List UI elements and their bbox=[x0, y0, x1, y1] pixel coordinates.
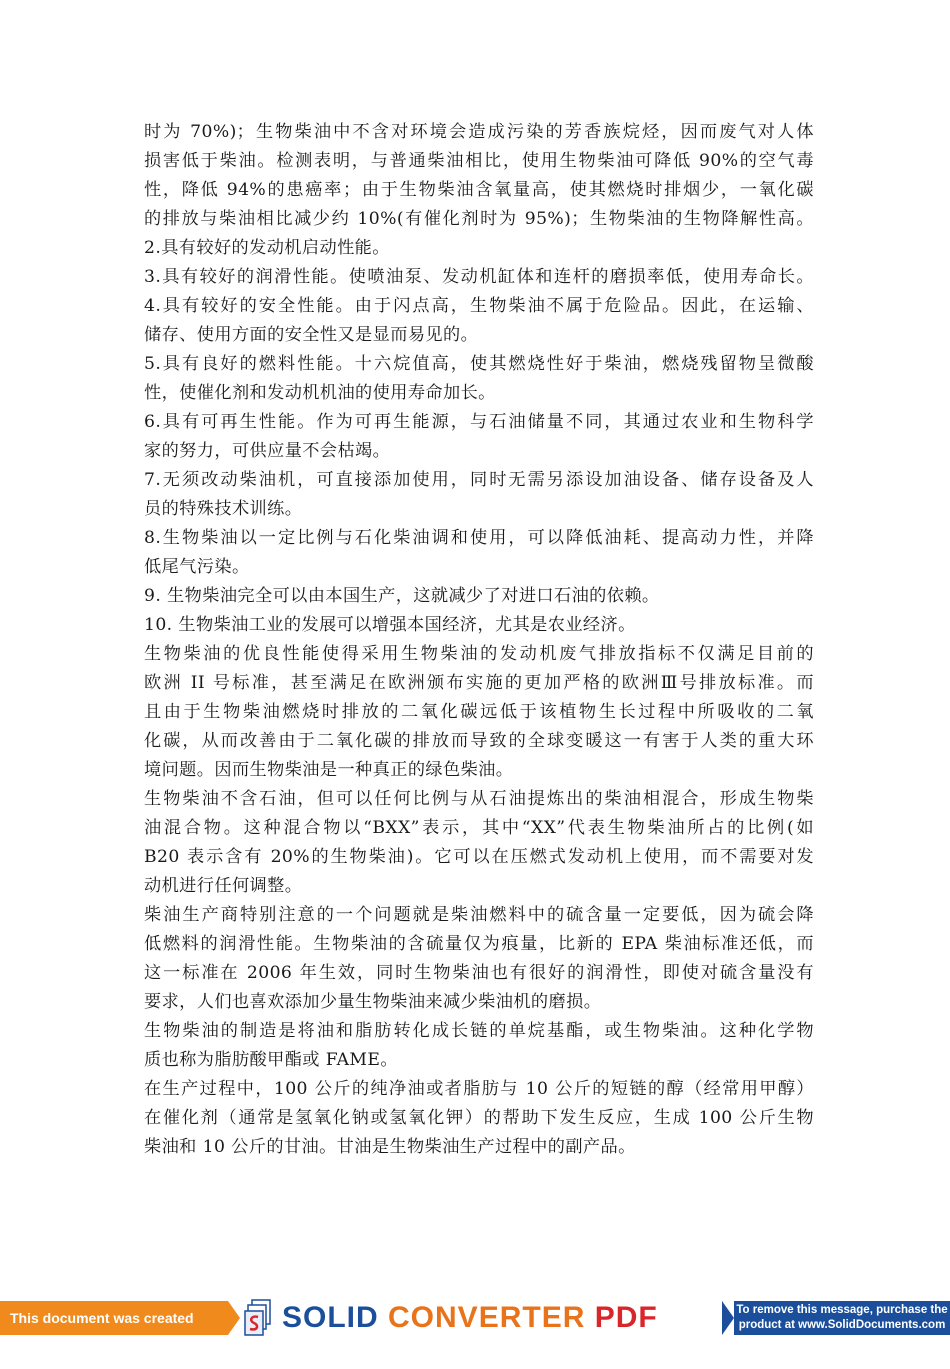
text-line: 动机进行任何调整。 bbox=[144, 876, 303, 896]
text-line: 4.具有较好的安全性能。由于闪点高，生物柴油不属于危险品。因此，在运输、 bbox=[144, 296, 814, 316]
text-line: 欧洲 II 号标准，甚至满足在欧洲颁布实施的更加严格的欧洲Ⅲ号排放标准。而 bbox=[144, 673, 814, 693]
brand-converter: CONVERTER bbox=[388, 1301, 595, 1334]
text-line: 境问题。因而生物柴油是一种真正的绿色柴油。 bbox=[144, 760, 514, 780]
purchase-notice-line-1: To remove this message, purchase the bbox=[736, 1304, 948, 1316]
text-line: 低尾气污染。 bbox=[144, 557, 250, 577]
solid-documents-logo-icon bbox=[244, 1298, 274, 1336]
text-line: 要求，人们也喜欢添加少量生物柴油来减少柴油机的磨损。 bbox=[144, 992, 602, 1012]
text-line: 生物柴油不含石油，但可以任何比例与从石油提炼出的柴油相混合，形成生物柴 bbox=[144, 789, 814, 809]
text-line: 生物柴油的优良性能使得采用生物柴油的发动机废气排放指标不仅满足目前的 bbox=[144, 644, 814, 664]
text-line: 油混合物。这种混合物以“BXX”表示，其中“XX”代表生物柴油所占的比例(如 bbox=[144, 818, 814, 838]
text-line: 低燃料的润滑性能。生物柴油的含硫量仅为痕量，比新的 EPA 柴油标准还低，而 bbox=[144, 934, 814, 954]
document-body bbox=[144, 118, 814, 1162]
text-line: 质也称为脂肪酸甲酯或 FAME。 bbox=[144, 1050, 398, 1070]
footer-right-arrow bbox=[722, 1301, 734, 1335]
text-line: 生物柴油的制造是将油和脂肪转化成长链的单烷基酯，或生物柴油。这种化学物 bbox=[144, 1021, 814, 1041]
text-line: 9. 生物柴油完全可以由本国生产，这就减少了对进口石油的依赖。 bbox=[144, 586, 660, 606]
text-line: 损害低于柴油。检测表明，与普通柴油相比，使用生物柴油可降低 90%的空气毒 bbox=[144, 151, 814, 171]
text-line: 性，使催化剂和发动机机油的使用寿命加长。 bbox=[144, 383, 496, 403]
text-line: 性，降低 94%的患癌率；由于生物柴油含氧量高，使其燃烧时排烟少，一氧化碳 bbox=[144, 180, 814, 200]
brand-pdf: PDF bbox=[594, 1301, 658, 1334]
brand-solid: SOLID bbox=[282, 1301, 389, 1334]
converter-watermark-footer bbox=[0, 1296, 950, 1360]
text-line: 储存、使用方面的安全性又是显而易见的。 bbox=[144, 325, 479, 345]
purchase-notice-line-2[interactable]: product at www.SolidDocuments.com bbox=[738, 1319, 946, 1331]
footer-purchase-notice[interactable] bbox=[722, 1301, 950, 1335]
footer-purchase-box[interactable] bbox=[734, 1301, 950, 1335]
text-line: 的排放与柴油相比减少约 10%(有催化剂时为 95%)；生物柴油的生物降解性高。 bbox=[144, 209, 814, 229]
text-line: 8.生物柴油以一定比例与石化柴油调和使用，可以降低油耗、提高动力性，并降 bbox=[144, 528, 814, 548]
footer-created-using-text: This document was created using bbox=[0, 1301, 228, 1335]
text-line: 3.具有较好的润滑性能。使喷油泵、发动机缸体和连杆的磨损率低，使用寿命长。 bbox=[144, 267, 814, 287]
text-line: 10. 生物柴油工业的发展可以增强本国经济，尤其是农业经济。 bbox=[144, 615, 636, 635]
text-line: 化碳，从而改善由于二氧化碳的排放而导致的全球变暖这一有害于人类的重大环 bbox=[144, 731, 814, 751]
text-line: 家的努力，可供应量不会枯竭。 bbox=[144, 441, 391, 461]
footer-left-arrow bbox=[228, 1301, 240, 1335]
text-line: 7.无须改动柴油机，可直接添加使用，同时无需另添设加油设备、储存设备及人 bbox=[144, 470, 814, 490]
text-line: 柴油和 10 公斤的甘油。甘油是生物柴油生产过程中的副产品。 bbox=[144, 1137, 636, 1157]
text-line: 且由于生物柴油燃烧时排放的二氧化碳远低于该植物生长过程中所吸收的二氧 bbox=[144, 702, 814, 722]
text-line: 6.具有可再生性能。作为可再生能源，与石油储量不同，其通过农业和生物科学 bbox=[144, 412, 814, 432]
text-line: 5.具有良好的燃料性能。十六烷值高，使其燃烧性好于柴油，燃烧残留物呈微酸 bbox=[144, 354, 814, 374]
text-line: 时为 70%)；生物柴油中不含对环境会造成污染的芳香族烷烃，因而废气对人体 bbox=[144, 122, 814, 142]
text-line: 柴油生产商特别注意的一个问题就是柴油燃料中的硫含量一定要低，因为硫会降 bbox=[144, 905, 814, 925]
text-line: 2.具有较好的发动机启动性能。 bbox=[144, 238, 390, 258]
solid-converter-pdf-brand bbox=[282, 1300, 658, 1336]
text-line: B20 表示含有 20%的生物柴油)。它可以在压燃式发动机上使用，而不需要对发 bbox=[144, 847, 814, 867]
text-line: 在生产过程中，100 公斤的纯净油或者脂肪与 10 公斤的短链的醇（经常用甲醇） bbox=[144, 1079, 814, 1099]
text-line: 在催化剂（通常是氢氧化钠或氢氧化钾）的帮助下发生反应，生成 100 公斤生物 bbox=[144, 1108, 814, 1128]
text-line: 这一标准在 2006 年生效，同时生物柴油也有很好的润滑性，即使对硫含量没有 bbox=[144, 963, 814, 983]
text-line: 员的特殊技术训练。 bbox=[144, 499, 303, 519]
